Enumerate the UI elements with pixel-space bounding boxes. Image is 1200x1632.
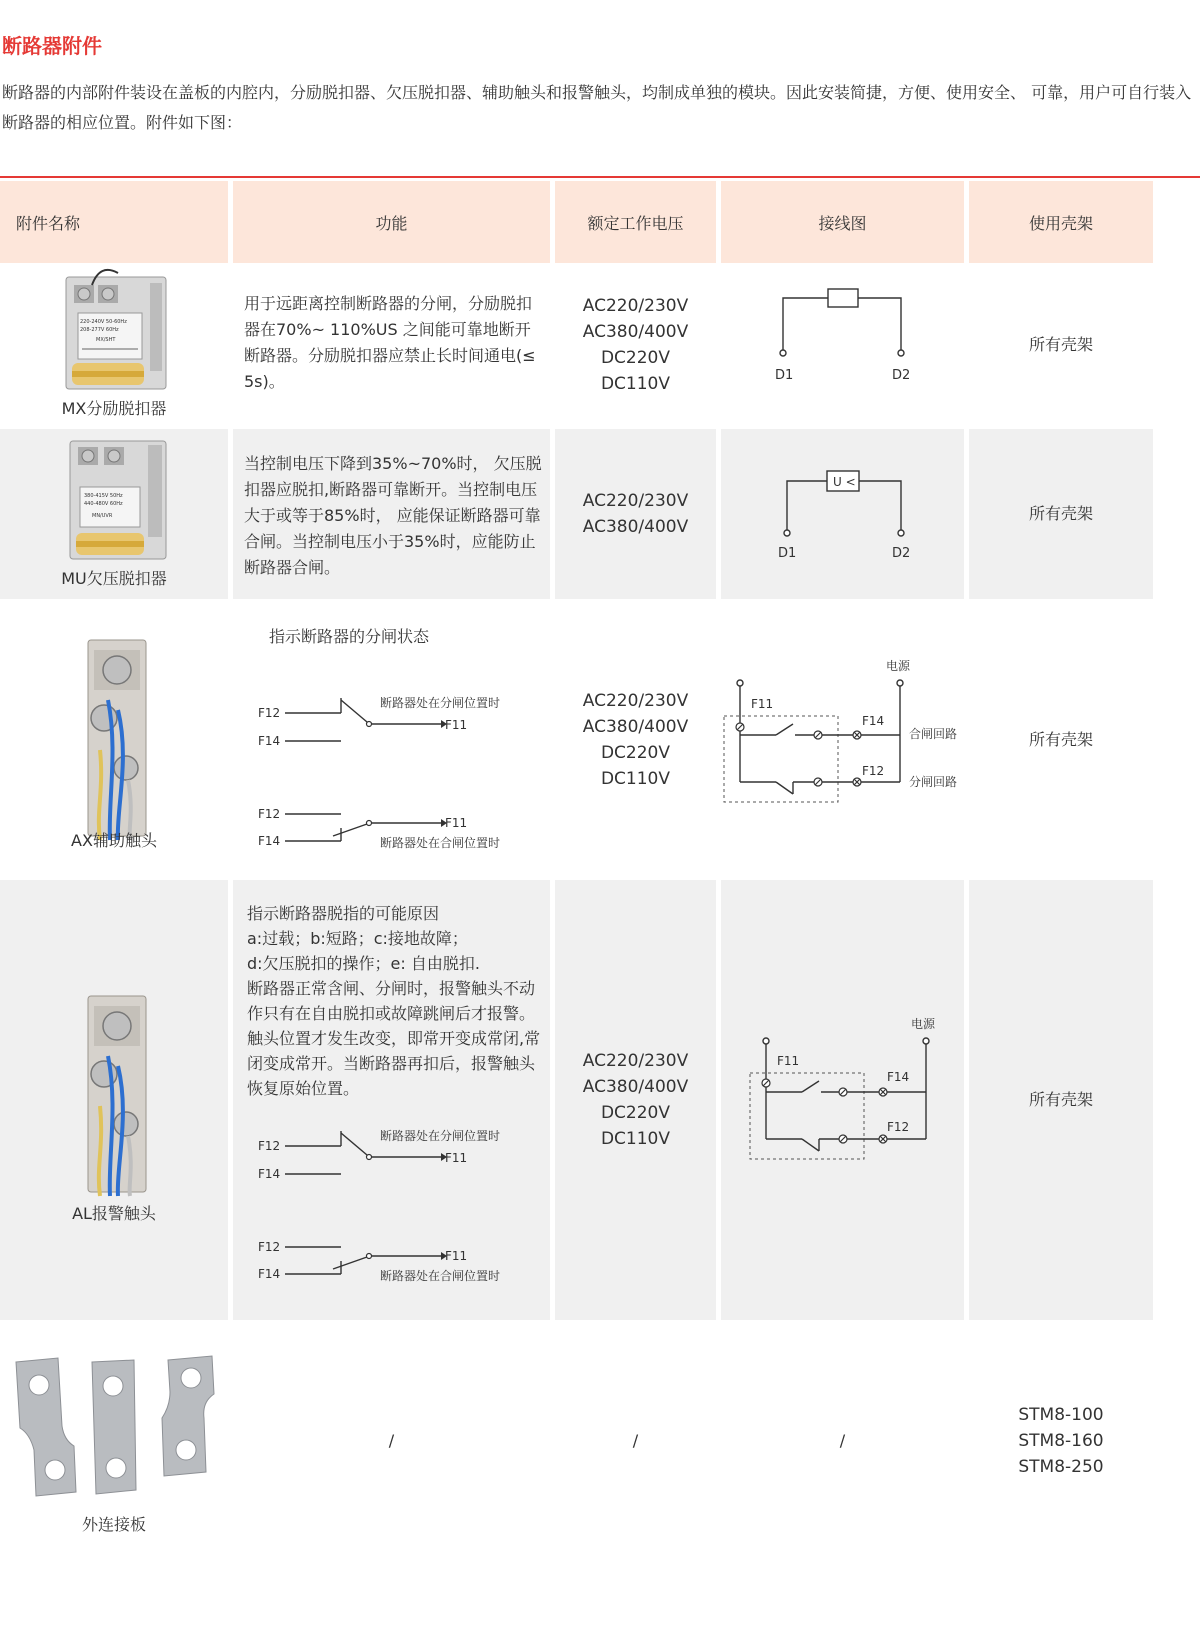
ax-f12-label: F12 — [862, 764, 885, 778]
mu-d2-label: D2 — [892, 546, 911, 561]
ax-voltage-2: AC380/400V — [582, 717, 689, 737]
ax-f14-label: F14 — [862, 714, 885, 728]
al-bottom-f11: F11 — [445, 1249, 468, 1263]
al-voltage-4: DC110V — [600, 1129, 671, 1149]
ax-top-f14: F14 — [258, 734, 281, 748]
mx-voltage-cell — [555, 263, 716, 426]
ax-contact-diagram — [233, 600, 550, 880]
mx-label-line-1: 220-240V 50-60Hz — [80, 319, 127, 325]
mx-voltage-3: DC220V — [600, 347, 671, 368]
header-function: 功能 — [233, 181, 550, 263]
ax-top-state: 断路器处在分闸位置时 — [380, 696, 501, 710]
plate-frame-1: STM8-100 — [1018, 1405, 1104, 1425]
ax-voltage-1: AC220/230V — [582, 691, 689, 711]
ax-voltage-4: DC110V — [600, 769, 671, 789]
mx-label-line-2: 208-277V 60Hz — [80, 327, 119, 333]
al-top-f14: F14 — [258, 1167, 281, 1181]
plate-function: / — [388, 1431, 395, 1450]
header-voltage: 额定工作电压 — [555, 181, 716, 263]
ax-power-label: 电源 — [886, 659, 911, 673]
al-function-line-4: 断路器正常含闸、分闸时，报警触头不动作只有在自由脱扣或故障跳闸后才报警。触头位置才发生改变，即常开变成常闭,常闭变成常开。当断路器再扣后，报警触头恢复原始位置。 — [247, 979, 541, 1098]
al-top-state: 断路器处在分闸位置时 — [380, 1129, 501, 1143]
al-contact-diagram — [233, 880, 550, 1320]
mx-frame: 所有壳架 — [1028, 334, 1093, 354]
mu-label-line-3: MN/UVR — [92, 513, 113, 519]
section-title: 断路器附件 — [2, 34, 102, 58]
plate-voltage: / — [632, 1431, 639, 1450]
mx-diagram — [721, 263, 964, 426]
al-f12-label: F12 — [887, 1120, 910, 1134]
ax-top-f11: F11 — [445, 718, 468, 732]
mu-voltage-1: AC220/230V — [582, 491, 689, 511]
ax-f11-label: F11 — [751, 697, 774, 711]
al-function-line-3: d:欠压脱扣的操作；e: 自由脱扣. — [247, 954, 480, 973]
mu-voltage-2: AC380/400V — [582, 517, 689, 537]
mx-image-cell — [0, 263, 228, 426]
al-function-cell — [233, 880, 550, 1320]
mx-function: 用于远距离控制断路器的分闸，分励脱扣器在70%~ 110%US 之间能可靠地断开断路器。分励脱扣器应禁止长时间通电(≤ 5s)。 — [244, 294, 536, 391]
mu-voltage-cell — [555, 429, 716, 599]
header-diagram: 接线图 — [721, 181, 964, 263]
al-function-line-1: 指示断路器脱指的可能原因 — [247, 904, 440, 923]
ax-image-cell — [0, 600, 228, 880]
plate-name: 外连接板 — [81, 1515, 146, 1534]
mx-voltage-4: DC110V — [600, 373, 671, 394]
ax-function-cell — [233, 600, 550, 880]
al-voltage-2: AC380/400V — [582, 1077, 689, 1097]
mu-u-box-label: U < — [833, 475, 856, 489]
mu-name: MU欠压脱扣器 — [61, 569, 167, 588]
mx-d1-label: D1 — [775, 368, 794, 383]
ax-diagram — [721, 600, 964, 880]
plate-diagram: / — [839, 1431, 846, 1450]
ax-bottom-f12: F12 — [258, 807, 281, 821]
mu-label-line-2: 440-480V 60Hz — [84, 501, 123, 507]
al-image-cell — [0, 880, 228, 1320]
ax-bottom-f11: F11 — [445, 816, 468, 830]
mx-voltage-1: AC220/230V — [582, 295, 689, 316]
al-voltage-cell — [555, 880, 716, 1320]
header-name: 附件名称 — [0, 181, 228, 263]
al-voltage-1: AC220/230V — [582, 1051, 689, 1071]
al-voltage-3: DC220V — [600, 1103, 671, 1123]
ax-name: AX辅助触头 — [71, 831, 157, 850]
divider-line — [0, 176, 1200, 178]
mx-d2-label: D2 — [892, 368, 911, 383]
mx-voltage-2: AC380/400V — [582, 321, 689, 342]
mu-function: 当控制电压下降到35%~70%时， 欠压脱扣器应脱扣,断路器可靠断开。当控制电压大于或等于85%时， 应能保证断路器可靠合闸。当控制电压小于35%时，应能防止断路器合闸。 — [233, 429, 550, 599]
ax-function: 指示断路器的分闸状态 — [269, 627, 430, 646]
al-top-f12: F12 — [258, 1139, 281, 1153]
header-frame: 使用壳架 — [969, 181, 1153, 263]
mx-label-line-3: MX/SHT — [96, 337, 116, 343]
ax-top-f12: F12 — [258, 706, 281, 720]
plate-frame-cell — [969, 1322, 1153, 1560]
mu-d1-label: D1 — [778, 546, 797, 561]
al-power-label: 电源 — [911, 1017, 936, 1031]
mu-diagram — [721, 429, 964, 599]
al-top-f11: F11 — [445, 1151, 468, 1165]
ax-frame: 所有壳架 — [1028, 730, 1093, 749]
mu-label-line-1: 380-415V 50Hz — [84, 493, 123, 499]
al-name: AL报警触头 — [72, 1204, 156, 1223]
ax-voltage-3: DC220V — [600, 743, 671, 763]
ax-close-loop-label: 合闸回路 — [909, 727, 958, 741]
mu-image-cell — [0, 429, 228, 599]
al-bottom-f14: F14 — [258, 1267, 281, 1281]
ax-open-loop-label: 分闸回路 — [909, 775, 958, 789]
al-bottom-f12: F12 — [258, 1240, 281, 1254]
al-module-picture — [0, 880, 228, 1320]
plate-image-cell — [0, 1322, 228, 1560]
ax-bottom-f14: F14 — [258, 834, 281, 848]
ax-voltage-cell — [555, 600, 716, 880]
al-diagram — [721, 880, 964, 1320]
plate-frame-3: STM8-250 — [1018, 1457, 1104, 1477]
al-bottom-state: 断路器处在合闸位置时 — [380, 1269, 501, 1283]
al-function-line-2: a:过载；b:短路；c:接地故障； — [247, 929, 468, 948]
intro-paragraph: 断路器的内部附件装设在盖板的内腔内，分励脱扣器、欠压脱扣器、辅助触头和报警触头，均制成单独的模块。因此安装简捷，方便、使用安全、 可靠，用户可自行装入断路器的相应位置。附件如下图： — [2, 83, 1192, 132]
ax-bottom-state: 断路器处在合闸位置时 — [380, 836, 501, 850]
al-f14-label: F14 — [887, 1070, 910, 1084]
mx-name: MX分励脱扣器 — [61, 399, 167, 418]
al-frame: 所有壳架 — [969, 880, 1153, 1320]
plate-frame-2: STM8-160 — [1018, 1431, 1104, 1451]
al-f11-label: F11 — [777, 1054, 800, 1068]
mu-frame: 所有壳架 — [969, 429, 1153, 599]
